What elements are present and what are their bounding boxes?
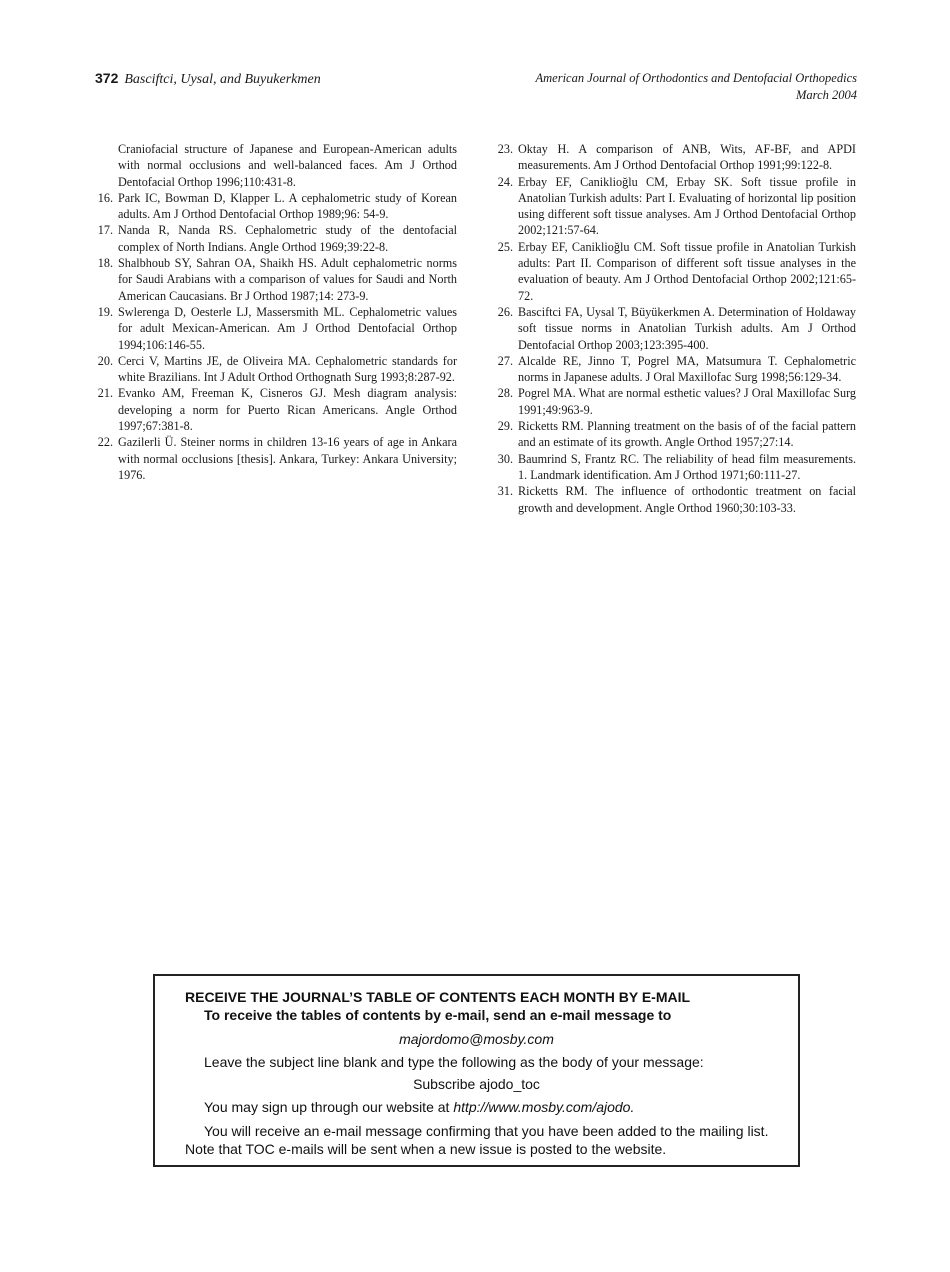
reference-number: 19. [97,304,113,319]
reference-item [495,174,856,239]
page-number: 372 [95,70,119,86]
notice-instruction: Leave the subject line blank and type the following as the body of your message: [204,1054,704,1070]
references-right-column [495,141,856,516]
reference-text: Basciftci FA, Uysal T, Büyükerkmen A. Determination of Holdaway soft tissue norms in Anatolian Turkish adults. Am J Orthod Dentofacial Orthop 2003;123:395-400. [518,304,856,352]
reference-item [95,222,457,255]
reference-item [495,451,856,484]
reference-text: Ricketts RM. The influence of orthodontic treatment on facial growth and development. Angle Orthod 1960;30:103-33. [518,484,856,515]
running-head-authors: Basciftci, Uysal, and Buyukerkmen [124,72,321,87]
reference-item [495,418,856,451]
issue-date: March 2004 [796,88,857,102]
reference-text: Baumrind S, Frantz RC. The reliability of head film measurements. 1. Landmark identification. Am J Orthod 1971;60:111-27. [518,451,856,482]
reference-text: Pogrel MA. What are normal esthetic values? J Oral Maxillofac Surg 1991;49:963-9. [518,386,856,417]
reference-text: Evanko AM, Freeman K, Cisneros GJ. Mesh diagram analysis: developing a norm for Puerto Rican Americans. Angle Orthod 1997;67:381-8. [118,386,457,434]
notice-confirmation: You will receive an e-mail message confirming that you have been added to the mailing list. Note that TOC e-mails will be sent when a new issue is posted to the website. [185,1123,769,1157]
reference-number: 24. [497,174,513,189]
reference-item [495,304,856,353]
reference-item [495,353,856,386]
notice-subtitle: To receive the tables of contents by e-mail, send an e-mail message to [204,1007,672,1023]
reference-item [95,385,457,434]
reference-text: Ricketts RM. Planning treatment on the basis of of the facial pattern and an estimate of its growth. Angle Orthod 1957;27:14. [518,419,856,450]
notice-signup-text: You may sign up through our website at [204,1099,454,1115]
reference-number: 20. [97,353,113,368]
reference-text: Shalbhoub SY, Sahran OA, Shaikh HS. Adult cephalometric norms for Saudi Arabians with a comparison of values for Saudi and North American Caucasians. Br J Orthod 1987;14: 273-9. [118,256,457,303]
reference-number: 26. [497,304,513,319]
references-left-column [95,141,457,483]
reference-number: 21. [97,386,113,401]
page-header [95,70,857,110]
reference-text: Swlerenga D, Oesterle LJ, Massersmith ML. Cephalometric values for adult Mexican-American. Am J Orthod Dentofacial Orthop 1994;106:146-55. [118,304,457,352]
reference-number: 27. [497,353,513,368]
reference-text: Alcalde RE, Jinno T, Pogrel MA, Matsumura T. Cephalometric norms in Japanese adults. J Oral Maxillofac Surg 1998;56:129-34. [518,353,856,385]
reference-item [495,385,856,418]
notice-email-address[interactable]: majordomo@mosby.com [399,1031,554,1047]
reference-number: 30. [497,451,513,466]
reference-item [495,141,856,174]
notice-signup-line [204,1099,634,1115]
reference-text: Erbay EF, Caniklioğlu CM, Erbay SK. Soft tissue profile in Anatolian Turkish adults: Part I. Evaluating of horizontal lip position using different soft tissue analyses. Am J Orthod Dentofacial Orthop 2002;121:57-64. [518,174,856,238]
reference-number: 29. [497,419,513,434]
reference-number: 25. [497,239,513,254]
toc-email-notice-box [153,974,800,1167]
reference-number: 16. [97,190,113,205]
reference-item [95,190,457,223]
reference-item [95,434,457,483]
reference-number: 31. [497,484,513,499]
journal-title: American Journal of Orthodontics and Dentofacial Orthopedics [535,71,857,85]
reference-continuation: Craniofacial structure of Japanese and European-American adults with normal occlusions and well-balanced faces. Am J Orthod Dentofacial Orthop 1996;110:431-8. [118,142,457,189]
reference-number: 18. [97,256,113,271]
reference-number: 28. [497,386,513,401]
reference-text: Erbay EF, Caniklioğlu CM. Soft tissue profile in Anatolian Turkish adults: Part II. Comparison of different soft tissue analyses in the evaluation of beauty. Am J Orthod Dentofacial Orthop 2002;121:65-72. [518,239,856,303]
running-head-left [95,70,321,88]
notice-subscribe-command: Subscribe ajodo_toc [413,1076,540,1092]
reference-text: Park IC, Bowman D, Klapper L. A cephalometric study of Korean adults. Am J Orthod Dentofacial Orthop 1989;96: 54-9. [118,190,457,222]
reference-item [95,353,457,386]
reference-item [495,239,856,304]
reference-item [95,304,457,353]
reference-number: 23. [497,142,513,156]
reference-item [495,483,856,516]
reference-text: Oktay H. A comparison of ANB, Wits, AF-BF, and APDI measurements. Am J Orthod Dentofacial Orthop 1991;99:122-8. [518,142,856,173]
reference-text: Gazilerli Ü. Steiner norms in children 13-16 years of age in Ankara with normal occlusions [thesis]. Ankara, Turkey: Ankara University; 1976. [118,435,457,482]
notice-title: RECEIVE THE JOURNAL’S TABLE OF CONTENTS EACH MONTH BY E-MAIL [185,989,691,1005]
notice-website-link[interactable]: http://www.mosby.com/ajodo. [453,1099,635,1115]
reference-text: Nanda R, Nanda RS. Cephalometric study of the dentofacial complex of North Indians. Angle Orthod 1969;39:22-8. [118,223,457,254]
reference-text: Cerci V, Martins JE, de Oliveira MA. Cephalometric standards for white Brazilians. Int J Adult Orthod Orthognath Surg 1993;8:287-92. [118,353,457,385]
running-head-right [536,70,858,104]
reference-number: 17. [97,223,113,238]
reference-item [95,255,457,304]
reference-number: 22. [97,435,113,450]
